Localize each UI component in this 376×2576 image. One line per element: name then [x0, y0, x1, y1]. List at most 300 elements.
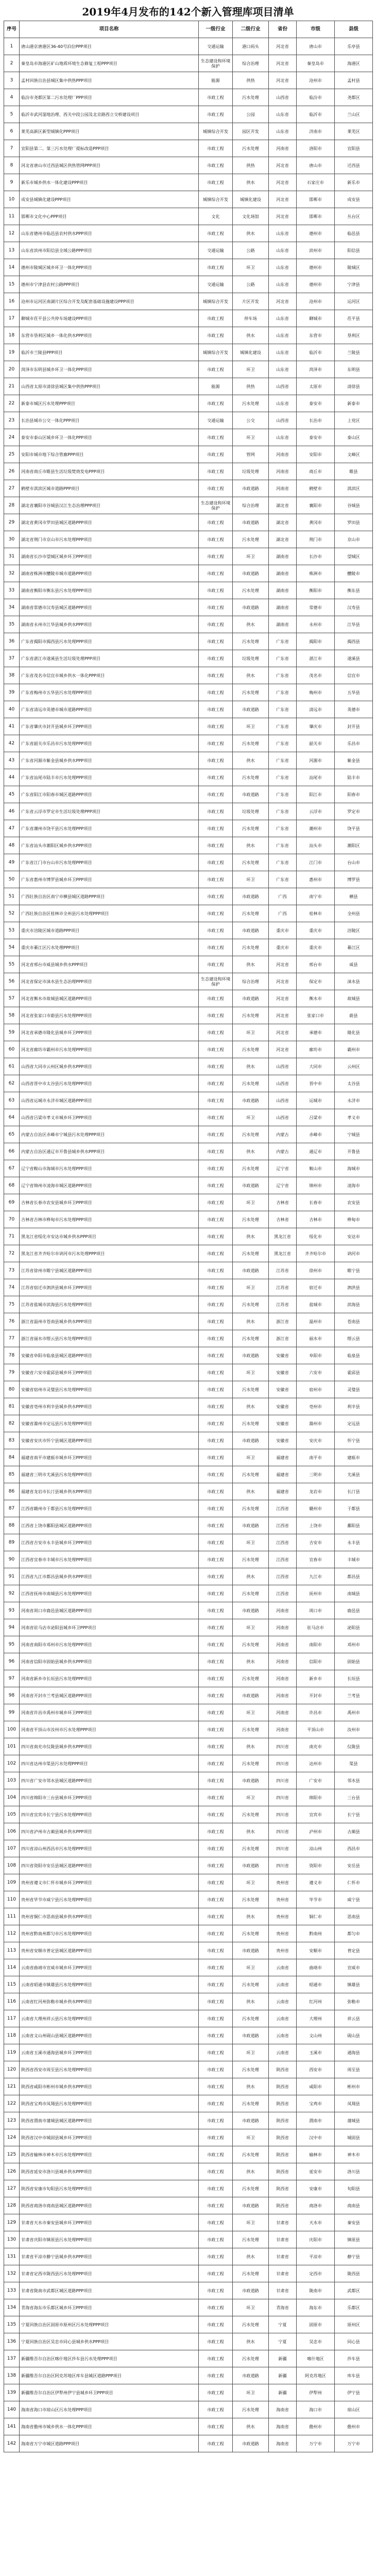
cell-no: 83 [4, 1432, 20, 1449]
cell-county: 威县 [335, 956, 373, 973]
cell-industry: 市政工程 [199, 905, 233, 922]
table-row [4, 1908, 373, 1925]
cell-sub-industry: 环卫 [233, 1789, 269, 1806]
cell-industry: 市政工程 [199, 1296, 233, 1313]
cell-no: 45 [4, 786, 20, 803]
cell-province: 河南省 [269, 1687, 297, 1704]
cell-project-name: 安徽省亳州市利辛县城乡供水PPP项目 [20, 1398, 199, 1415]
cell-project-name: 云南省昭通市镇雄县污水处理PPP项目 [20, 1976, 199, 1993]
cell-province: 江西省 [269, 1568, 297, 1585]
cell-sub-industry: 市政道路 [233, 1177, 269, 1194]
cell-sub-industry: 环卫 [233, 1874, 269, 1891]
table-row [4, 310, 373, 327]
cell-county: 鹿邑县 [335, 1602, 373, 1619]
table-row [4, 1075, 373, 1092]
cell-no: 128 [4, 2197, 20, 2214]
cell-province: 河南省 [269, 1670, 297, 1687]
table-row [4, 1772, 373, 1789]
cell-industry: 市政工程 [199, 2350, 233, 2367]
table-row [4, 1585, 373, 1602]
cell-no: 22 [4, 395, 20, 412]
cell-city: 永州市 [297, 616, 335, 633]
cell-no: 109 [4, 1874, 20, 1891]
cell-province: 陕西省 [269, 2061, 297, 2078]
cell-city: 绥化市 [297, 1228, 335, 1245]
cell-sub-industry: 污水处理 [233, 1806, 269, 1823]
cell-industry: 市政工程 [199, 2061, 233, 2078]
table-row [4, 548, 373, 565]
cell-county: 罗田县 [335, 514, 373, 531]
cell-county: 英德市 [335, 701, 373, 718]
cell-project-name: 鹤壁市淇滨区城市道路PPP项目 [20, 480, 199, 497]
cell-industry: 市政工程 [199, 2248, 233, 2265]
cell-industry: 市政工程 [199, 1517, 233, 1534]
cell-city: 洛阳市 [297, 140, 335, 157]
cell-province: 重庆市 [269, 939, 297, 956]
cell-no: 96 [4, 1653, 20, 1670]
cell-no: 136 [4, 2333, 20, 2350]
cell-project-name: 湖北省襄阳市谷城县汉江生态治理PPP项目 [20, 497, 199, 514]
cell-city: 海口市 [297, 2401, 335, 2418]
cell-industry: 市政工程 [199, 140, 233, 157]
cell-province: 江苏省 [269, 1262, 297, 1279]
cell-county: 蒲城县 [335, 2112, 373, 2129]
table-row [4, 191, 373, 208]
cell-industry: 城镇综合开发 [199, 191, 233, 208]
cell-county: 泰山区 [335, 429, 373, 446]
cell-sub-industry: 市政道路 [233, 514, 269, 531]
cell-sub-industry: 市政道路 [233, 1432, 269, 1449]
cell-project-name: 安阳市城市地下综合管廊PPP项目 [20, 446, 199, 463]
table-row [4, 752, 373, 769]
cell-project-name: 贵州省铜仁市思南县城乡供水PPP项目 [20, 1908, 199, 1925]
cell-county: 南城县 [335, 1585, 373, 1602]
cell-sub-industry: 污水处理 [233, 1636, 269, 1653]
cell-project-name: 广东省揭阳市揭西县污水处理PPP项目 [20, 633, 199, 650]
cell-industry: 市政工程 [199, 1415, 233, 1432]
cell-project-name: 四川省达州市渠县污水处理PPP项目 [20, 1755, 199, 1772]
cell-sub-industry: 港口码头 [233, 38, 269, 55]
cell-no: 106 [4, 1823, 20, 1840]
cell-no: 9 [4, 174, 20, 191]
cell-province: 河北省 [269, 1024, 297, 1041]
cell-city: 三明市 [297, 1466, 335, 1483]
cell-no: 8 [4, 157, 20, 174]
cell-county: 运河区 [335, 293, 373, 310]
table-row [4, 2027, 373, 2044]
cell-sub-industry: 环卫 [233, 1959, 269, 1976]
cell-province: 河北省 [269, 38, 297, 55]
cell-industry: 市政工程 [199, 2146, 233, 2163]
cell-sub-industry: 污水处理 [233, 1160, 269, 1177]
cell-project-name: 广西壮族自治区南宁市横县城区道路PPP项目 [20, 888, 199, 905]
cell-province: 河北省 [269, 157, 297, 174]
cell-province: 河南省 [269, 1721, 297, 1738]
cell-industry: 生态建设和环境保护 [199, 497, 233, 514]
cell-sub-industry: 污水处理 [233, 140, 269, 157]
cell-city: 聊城市 [297, 310, 335, 327]
cell-province: 河南省 [269, 1636, 297, 1653]
table-row [4, 174, 373, 191]
cell-city: 南充市 [297, 1738, 335, 1755]
table-row [4, 2163, 373, 2180]
cell-project-name: 山西省大同市云州区城乡供水PPP项目 [20, 1058, 199, 1075]
cell-city: 重庆市 [297, 939, 335, 956]
column-header-sub-industry: 二级行业 [233, 21, 269, 38]
cell-industry: 市政工程 [199, 1976, 233, 1993]
cell-no: 49 [4, 854, 20, 871]
cell-industry: 市政工程 [199, 1177, 233, 1194]
cell-city: 亳州市 [297, 1398, 335, 1415]
cell-project-name: 新乐市城乡供水一体化建设PPP项目 [20, 174, 199, 191]
cell-province: 宁夏 [269, 2316, 297, 2333]
table-row [4, 106, 373, 123]
cell-industry: 市政工程 [199, 1585, 233, 1602]
cell-county: 尧都区 [335, 89, 373, 106]
table-row [4, 2333, 373, 2350]
table-row [4, 123, 373, 140]
cell-no: 107 [4, 1840, 20, 1857]
cell-city: 抚州市 [297, 1585, 335, 1602]
table-row [4, 1007, 373, 1024]
cell-industry: 市政工程 [199, 786, 233, 803]
cell-province: 陕西省 [269, 2163, 297, 2180]
table-row [4, 2044, 373, 2061]
cell-city: 昭通市 [297, 1976, 335, 1993]
table-row [4, 973, 373, 990]
cell-no: 39 [4, 684, 20, 701]
cell-sub-industry: 环卫 [233, 2299, 269, 2316]
table-row [4, 55, 373, 72]
cell-province: 浙江省 [269, 1313, 297, 1330]
cell-sub-industry: 环卫 [233, 1194, 269, 1211]
table-row [4, 1313, 373, 1330]
cell-no: 86 [4, 1483, 20, 1500]
cell-city: 安庆市 [297, 1432, 335, 1449]
table-row [4, 1296, 373, 1313]
cell-industry: 市政工程 [199, 1483, 233, 1500]
table-row [4, 72, 373, 89]
cell-project-name: 贵州省安顺市普定县城区道路PPP项目 [20, 1942, 199, 1959]
cell-province: 山西省 [269, 378, 297, 395]
cell-county: 万宁市 [335, 2435, 373, 2452]
cell-province: 安徽省 [269, 1381, 297, 1398]
table-row [4, 786, 373, 803]
table-row [4, 1738, 373, 1755]
cell-county: 丛台区 [335, 208, 373, 225]
cell-city: 承德市 [297, 1024, 335, 1041]
cell-province: 山东省 [269, 276, 297, 293]
cell-county: 滨海县 [335, 1296, 373, 1313]
cell-project-name: 河北省承德市隆化县城乡环卫PPP项目 [20, 1024, 199, 1041]
cell-industry: 市政工程 [199, 1194, 233, 1211]
cell-industry: 市政工程 [199, 1109, 233, 1126]
cell-city: 上饶市 [297, 1517, 335, 1534]
cell-no: 33 [4, 582, 20, 599]
cell-city: 邯郸市 [297, 208, 335, 225]
cell-project-name: 黑龙江省绥化市安达市城乡供水PPP项目 [20, 1228, 199, 1245]
cell-project-name: 江西省宜春市丰城市污水处理PPP项目 [20, 1551, 199, 1568]
cell-project-name: 内蒙古自治区赤峰市宁城县污水处理PPP项目 [20, 1126, 199, 1143]
cell-province: 广西 [269, 888, 297, 905]
cell-industry: 市政工程 [199, 1500, 233, 1517]
cell-no: 69 [4, 1194, 20, 1211]
cell-no: 36 [4, 633, 20, 650]
cell-county: 弥勒市 [335, 1993, 373, 2010]
cell-province: 广东省 [269, 820, 297, 837]
cell-industry: 市政工程 [199, 871, 233, 888]
cell-city: 秦皇岛市 [297, 55, 335, 72]
cell-county: 开鲁县 [335, 1143, 373, 1160]
cell-county: 鄱阳县 [335, 1517, 373, 1534]
cell-sub-industry: 综合治理 [233, 973, 269, 990]
cell-no: 118 [4, 2027, 20, 2044]
cell-city: 唐山市 [297, 157, 335, 174]
cell-county: 汝州市 [335, 1721, 373, 1738]
cell-no: 34 [4, 599, 20, 616]
table-row [4, 1721, 373, 1738]
table-header-row [4, 21, 373, 38]
cell-county: 原州区 [335, 2316, 373, 2333]
cell-county: 建瓯市 [335, 1449, 373, 1466]
cell-city: 安康市 [297, 2180, 335, 2197]
cell-industry: 市政工程 [199, 1772, 233, 1789]
table-row [4, 1177, 373, 1194]
cell-no: 56 [4, 973, 20, 990]
cell-county: 海港区 [335, 55, 373, 72]
cell-no: 58 [4, 1007, 20, 1024]
cell-county: 阳信县 [335, 242, 373, 259]
cell-sub-industry: 市政道路 [233, 2282, 269, 2299]
cell-city: 汉中市 [297, 2129, 335, 2146]
cell-province: 陕西省 [269, 2129, 297, 2146]
cell-no: 87 [4, 1500, 20, 1517]
cell-county: 云州区 [335, 1058, 373, 1075]
cell-province: 河北省 [269, 191, 297, 208]
cell-county: 思南县 [335, 1908, 373, 1925]
cell-sub-industry: 污水处理 [233, 1670, 269, 1687]
cell-no: 28 [4, 497, 20, 514]
cell-province: 广东省 [269, 633, 297, 650]
table-row [4, 1755, 373, 1772]
cell-no: 25 [4, 446, 20, 463]
table-row [4, 2061, 373, 2078]
cell-project-name: 广西壮族自治区桂林市全州县污水处理PPP项目 [20, 905, 199, 922]
cell-no: 101 [4, 1738, 20, 1755]
cell-project-name: 宁夏回族自治区固原市原州区污水处理PPP项目 [20, 2316, 199, 2333]
cell-county: 信宜市 [335, 667, 373, 684]
table-row [4, 1687, 373, 1704]
cell-no: 94 [4, 1619, 20, 1636]
cell-province: 广东省 [269, 769, 297, 786]
cell-city: 揭阳市 [297, 633, 335, 650]
cell-province: 广东省 [269, 701, 297, 718]
cell-project-name: 河南省开封市兰考县城区道路PPP项目 [20, 1687, 199, 1704]
cell-sub-industry: 供水 [233, 956, 269, 973]
cell-province: 江苏省 [269, 1296, 297, 1313]
cell-industry: 市政工程 [199, 1721, 233, 1738]
cell-province: 安徽省 [269, 1415, 297, 1432]
cell-industry: 市政工程 [199, 2265, 233, 2282]
cell-no: 12 [4, 225, 20, 242]
table-row [4, 1500, 373, 1517]
table-row [4, 157, 373, 174]
cell-sub-industry: 市政道路 [233, 1772, 269, 1789]
cell-province: 湖南省 [269, 565, 297, 582]
cell-city: 达州市 [297, 1755, 335, 1772]
cell-province: 湖南省 [269, 616, 297, 633]
cell-county: 三台县 [335, 1789, 373, 1806]
cell-no: 20 [4, 361, 20, 378]
cell-county: 五华县 [335, 684, 373, 701]
cell-sub-industry: 市政道路 [233, 1262, 269, 1279]
table-row [4, 1602, 373, 1619]
cell-industry: 市政工程 [199, 1007, 233, 1024]
cell-province: 广东省 [269, 650, 297, 667]
cell-no: 125 [4, 2146, 20, 2163]
cell-county: 醴陵市 [335, 565, 373, 582]
cell-industry: 市政工程 [199, 616, 233, 633]
cell-city: 滁州市 [297, 1415, 335, 1432]
table-row [4, 2214, 373, 2231]
cell-county: 安岳县 [335, 1857, 373, 1874]
cell-city: 铜仁市 [297, 1908, 335, 1925]
cell-project-name: 陕西省商洛市商南县城区道路PPP项目 [20, 2197, 199, 2214]
cell-province: 浙江省 [269, 1330, 297, 1347]
cell-sub-industry: 供水 [233, 1738, 269, 1755]
cell-province: 河北省 [269, 973, 297, 990]
cell-city: 安顺市 [297, 1942, 335, 1959]
cell-sub-industry: 片区开发 [233, 293, 269, 310]
cell-no: 40 [4, 701, 20, 718]
cell-industry: 市政工程 [199, 888, 233, 905]
cell-project-name: 四川省资阳市安岳县城区道路PPP项目 [20, 1857, 199, 1874]
cell-project-name: 辽宁省锦州市凌海市城区道路PPP项目 [20, 1177, 199, 1194]
cell-county: 全州县 [335, 905, 373, 922]
cell-city: 泸州市 [297, 1823, 335, 1840]
cell-county: 孝义市 [335, 1109, 373, 1126]
cell-no: 132 [4, 2265, 20, 2282]
table-row [4, 514, 373, 531]
cell-sub-industry: 环卫 [233, 1279, 269, 1296]
cell-project-name: 河北省张家口市蔚县污水处理PPP项目 [20, 1007, 199, 1024]
cell-city: 宿迁市 [297, 1279, 335, 1296]
cell-city: 延安市 [297, 2163, 335, 2180]
table-row [4, 616, 373, 633]
cell-sub-industry: 供水 [233, 667, 269, 684]
cell-county: 乐昌市 [335, 735, 373, 752]
cell-industry: 市政工程 [199, 1279, 233, 1296]
cell-county: 于都县 [335, 1500, 373, 1517]
cell-county: 西昌市 [335, 1840, 373, 1857]
cell-industry: 市政工程 [199, 752, 233, 769]
column-header-city: 市级 [297, 21, 335, 38]
cell-sub-industry: 污水处理 [233, 1245, 269, 1262]
cell-no: 78 [4, 1347, 20, 1364]
cell-sub-industry: 环卫 [233, 361, 269, 378]
cell-province: 四川省 [269, 1755, 297, 1772]
cell-city: 长春市 [297, 1194, 335, 1211]
cell-industry: 市政工程 [199, 1806, 233, 1823]
cell-city: 伊犁州 [297, 2384, 335, 2401]
table-row [4, 1857, 373, 1874]
cell-project-name: 云南省玉溪市通海县城乡环卫PPP项目 [20, 2044, 199, 2061]
cell-project-name: 德州市陵城区城乡环卫一体化PPP项目 [20, 259, 199, 276]
cell-city: 汕尾市 [297, 769, 335, 786]
cell-project-name: 陕西省安康市旬阳县污水处理PPP项目 [20, 2180, 199, 2197]
cell-sub-industry: 垃圾处理 [233, 463, 269, 480]
cell-industry: 市政工程 [199, 1126, 233, 1143]
cell-province: 辽宁省 [269, 1177, 297, 1194]
table-row [4, 1823, 373, 1840]
cell-sub-industry: 污水处理 [233, 854, 269, 871]
cell-province: 海南省 [269, 2401, 297, 2418]
cell-project-name: 陕西省榆林市神木市污水处理PPP项目 [20, 2146, 199, 2163]
cell-province: 山东省 [269, 310, 297, 327]
cell-province: 河南省 [269, 1602, 297, 1619]
cell-sub-industry: 市政道路 [233, 888, 269, 905]
cell-no: 135 [4, 2316, 20, 2333]
table-row [4, 2435, 373, 2452]
cell-project-name: 陕西省渭南市蒲城县城区道路PPP项目 [20, 2112, 199, 2129]
cell-project-name: 重庆市涪陵区城市道路PPP项目 [20, 922, 199, 939]
cell-industry: 市政工程 [199, 1024, 233, 1041]
cell-industry: 市政工程 [199, 1840, 233, 1857]
table-row [4, 1636, 373, 1653]
table-row [4, 242, 373, 259]
cell-sub-industry: 污水处理 [233, 820, 269, 837]
cell-county: 罗定市 [335, 803, 373, 820]
cell-sub-industry: 供水 [233, 1143, 269, 1160]
cell-province: 吉林省 [269, 1194, 297, 1211]
cell-city: 衡阳市 [297, 582, 335, 599]
cell-county: 怀宁县 [335, 1432, 373, 1449]
cell-county: 秦安县 [335, 2214, 373, 2231]
cell-project-name: 重庆市綦江区污水处理PPP项目 [20, 939, 199, 956]
cell-no: 19 [4, 344, 20, 361]
cell-no: 42 [4, 735, 20, 752]
cell-province: 河北省 [269, 1007, 297, 1024]
table-row [4, 2367, 373, 2384]
cell-city: 开封市 [297, 1687, 335, 1704]
table-row [4, 1959, 373, 1976]
cell-city: 平顶山市 [297, 1721, 335, 1738]
cell-project-name: 安徽省宿州市灵璧县污水处理PPP项目 [20, 1381, 199, 1398]
table-row [4, 1262, 373, 1279]
cell-no: 124 [4, 2129, 20, 2146]
cell-province: 山东省 [269, 259, 297, 276]
cell-industry: 生态建设和环境保护 [199, 55, 233, 72]
cell-county: 新泰市 [335, 395, 373, 412]
cell-sub-industry: 停车场 [233, 310, 269, 327]
cell-county: 蔚县 [335, 1007, 373, 1024]
cell-industry: 能源 [199, 72, 233, 89]
cell-city: 运城市 [297, 1092, 335, 1109]
cell-no: 31 [4, 548, 20, 565]
cell-county: 横县 [335, 888, 373, 905]
cell-province: 广东省 [269, 871, 297, 888]
cell-project-name: 陕西省咸阳市彬州市城乡供水PPP项目 [20, 2078, 199, 2095]
cell-project-name: 广东省湛江市遂溪县生活垃圾处理PPP项目 [20, 650, 199, 667]
cell-project-name: 河南省驻马店市泌阳县城乡环卫PPP项目 [20, 1619, 199, 1636]
cell-industry: 交通运输 [199, 412, 233, 429]
table-row [4, 531, 373, 548]
cell-project-name: 邯郸市文化中心PPP项目 [20, 208, 199, 225]
cell-industry: 市政工程 [199, 582, 233, 599]
cell-industry: 市政工程 [199, 2180, 233, 2197]
cell-county: 长宁县 [335, 1806, 373, 1823]
cell-industry: 市政工程 [199, 1432, 233, 1449]
